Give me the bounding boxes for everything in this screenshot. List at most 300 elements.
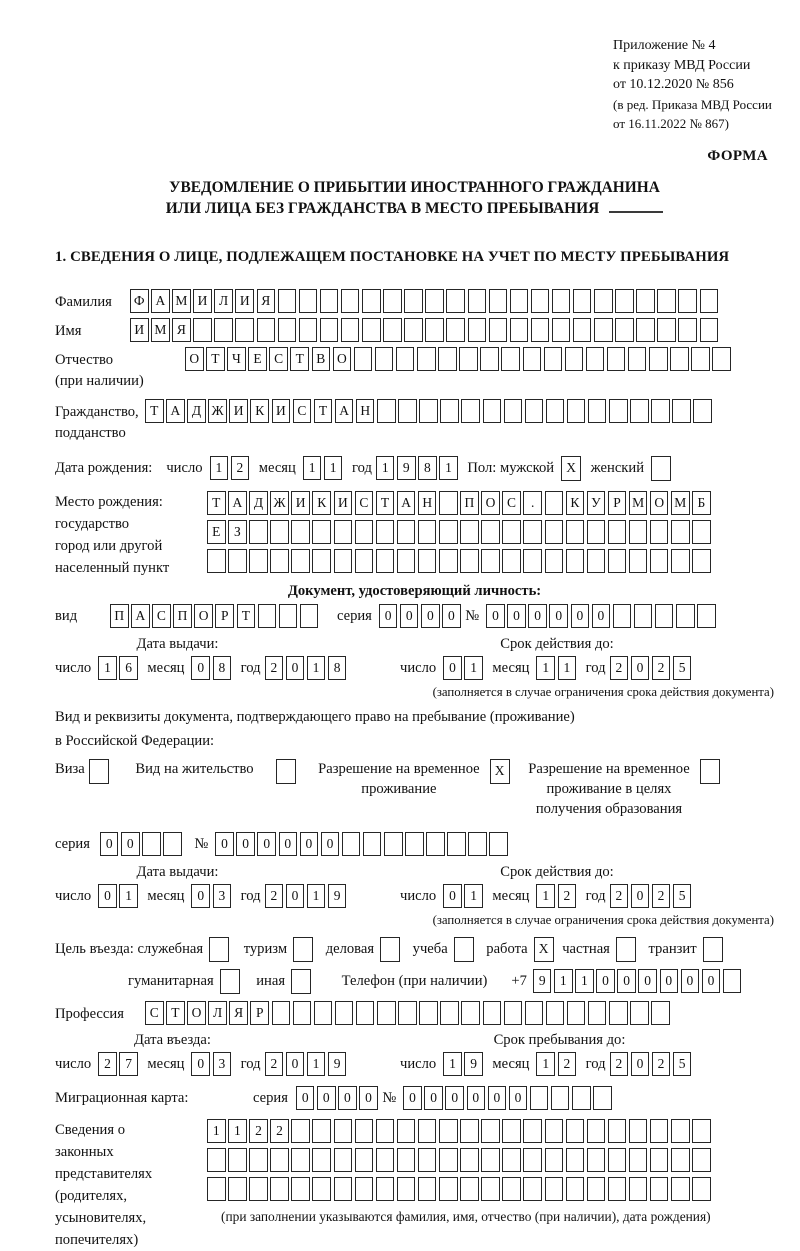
- char-cell-filled[interactable]: Т: [206, 347, 225, 371]
- char-cell-empty[interactable]: [481, 1119, 500, 1143]
- char-cell-filled[interactable]: 7: [119, 1052, 138, 1076]
- char-cell-filled[interactable]: 0: [467, 1086, 486, 1110]
- char-cell-empty[interactable]: [312, 520, 331, 544]
- char-cell-filled[interactable]: 0: [421, 604, 440, 628]
- char-cell-empty[interactable]: [460, 520, 479, 544]
- char-cell-filled[interactable]: 8: [328, 656, 347, 680]
- char-cell-empty[interactable]: [258, 604, 277, 628]
- char-cell-filled[interactable]: 9: [328, 1052, 347, 1076]
- char-cell-empty[interactable]: [629, 1119, 648, 1143]
- char-cell-empty[interactable]: [546, 1001, 565, 1025]
- char-cell-filled[interactable]: 0: [191, 884, 210, 908]
- char-cell-empty[interactable]: [447, 832, 466, 856]
- char-cell-empty[interactable]: [608, 549, 627, 573]
- char-cell-empty[interactable]: [384, 832, 403, 856]
- char-cell-empty[interactable]: [671, 1177, 690, 1201]
- char-cell-filled[interactable]: 1: [324, 456, 343, 480]
- char-cell-empty[interactable]: [299, 289, 318, 313]
- char-cell-empty[interactable]: [398, 399, 417, 423]
- char-cell-empty[interactable]: [483, 399, 502, 423]
- char-cell-empty[interactable]: [209, 937, 229, 962]
- char-cell-empty[interactable]: [312, 1148, 331, 1172]
- char-cell-filled[interactable]: К: [566, 491, 585, 515]
- char-cell-empty[interactable]: [489, 832, 508, 856]
- char-cell-filled[interactable]: 9: [328, 884, 347, 908]
- char-cell-filled[interactable]: 0: [702, 969, 721, 993]
- char-cell-empty[interactable]: [615, 318, 634, 342]
- char-cell-filled[interactable]: 0: [443, 884, 462, 908]
- char-cell-empty[interactable]: [341, 289, 360, 313]
- char-cell-empty[interactable]: [671, 520, 690, 544]
- char-cell-empty[interactable]: [523, 1177, 542, 1201]
- char-cell-empty[interactable]: [417, 347, 436, 371]
- char-cell-filled[interactable]: 0: [279, 832, 298, 856]
- char-cell-empty[interactable]: [334, 1119, 353, 1143]
- char-cell-empty[interactable]: [629, 520, 648, 544]
- char-cell-empty[interactable]: [567, 1001, 586, 1025]
- char-cell-filled[interactable]: А: [228, 491, 247, 515]
- char-cell-empty[interactable]: [398, 1001, 417, 1025]
- char-cell-filled[interactable]: К: [250, 399, 269, 423]
- char-cell-empty[interactable]: [454, 937, 474, 962]
- char-cell-empty[interactable]: [545, 491, 564, 515]
- char-cell-empty[interactable]: [468, 318, 487, 342]
- char-cell-empty[interactable]: [355, 1177, 374, 1201]
- char-cell-filled[interactable]: А: [131, 604, 150, 628]
- char-cell-filled[interactable]: 0: [638, 969, 657, 993]
- char-cell-empty[interactable]: [438, 347, 457, 371]
- char-cell-filled[interactable]: 1: [536, 656, 555, 680]
- char-cell-filled[interactable]: 1: [119, 884, 138, 908]
- char-cell-filled[interactable]: О: [194, 604, 213, 628]
- char-cell-empty[interactable]: [545, 520, 564, 544]
- char-cell-empty[interactable]: [355, 1119, 374, 1143]
- char-cell-filled[interactable]: Т: [314, 399, 333, 423]
- char-cell-filled[interactable]: 1: [376, 456, 395, 480]
- char-cell-empty[interactable]: [525, 399, 544, 423]
- char-cell-empty[interactable]: [481, 1148, 500, 1172]
- char-cell-empty[interactable]: [89, 759, 109, 784]
- char-cell-empty[interactable]: [278, 318, 297, 342]
- char-cell-empty[interactable]: [630, 399, 649, 423]
- char-cell-empty[interactable]: [608, 1148, 627, 1172]
- char-cell-filled[interactable]: С: [152, 604, 171, 628]
- char-cell-filled[interactable]: 0: [300, 832, 319, 856]
- char-cell-empty[interactable]: [608, 1177, 627, 1201]
- char-cell-filled[interactable]: Я: [172, 318, 191, 342]
- char-cell-empty[interactable]: [523, 520, 542, 544]
- char-cell-filled[interactable]: 0: [617, 969, 636, 993]
- char-cell-empty[interactable]: [270, 549, 289, 573]
- char-cell-empty[interactable]: [228, 1177, 247, 1201]
- char-cell-empty[interactable]: [439, 1119, 458, 1143]
- char-cell-filled[interactable]: 0: [681, 969, 700, 993]
- char-cell-empty[interactable]: [380, 937, 400, 962]
- char-cell-filled[interactable]: 1: [536, 884, 555, 908]
- char-cell-empty[interactable]: [588, 399, 607, 423]
- char-cell-empty[interactable]: [510, 289, 529, 313]
- char-cell-filled[interactable]: 2: [265, 1052, 284, 1076]
- char-cell-empty[interactable]: [419, 1001, 438, 1025]
- char-cell-empty[interactable]: [397, 520, 416, 544]
- char-cell-empty[interactable]: [291, 1148, 310, 1172]
- char-cell-empty[interactable]: [439, 1177, 458, 1201]
- char-cell-filled[interactable]: 0: [443, 656, 462, 680]
- char-cell-empty[interactable]: [279, 604, 298, 628]
- char-cell-empty[interactable]: [629, 1177, 648, 1201]
- char-cell-filled[interactable]: 0: [321, 832, 340, 856]
- char-cell-empty[interactable]: [523, 1119, 542, 1143]
- char-cell-filled[interactable]: 1: [464, 884, 483, 908]
- char-cell-empty[interactable]: [502, 520, 521, 544]
- char-cell-empty[interactable]: [363, 832, 382, 856]
- char-cell-filled[interactable]: И: [130, 318, 149, 342]
- char-cell-empty[interactable]: [700, 759, 720, 784]
- char-cell-filled[interactable]: С: [502, 491, 521, 515]
- char-cell-empty[interactable]: [502, 1119, 521, 1143]
- char-cell-filled[interactable]: 0: [507, 604, 526, 628]
- char-cell-empty[interactable]: [650, 1148, 669, 1172]
- char-cell-empty[interactable]: [293, 937, 313, 962]
- char-cell-filled[interactable]: С: [355, 491, 374, 515]
- char-cell-filled[interactable]: 2: [270, 1119, 289, 1143]
- char-cell-empty[interactable]: [376, 549, 395, 573]
- char-cell-empty[interactable]: [692, 549, 711, 573]
- char-cell-empty[interactable]: [468, 289, 487, 313]
- char-cell-empty[interactable]: [483, 1001, 502, 1025]
- char-cell-empty[interactable]: [692, 1148, 711, 1172]
- char-cell-empty[interactable]: [609, 399, 628, 423]
- char-cell-empty[interactable]: [545, 1148, 564, 1172]
- char-cell-empty[interactable]: [545, 1177, 564, 1201]
- char-cell-filled[interactable]: 0: [660, 969, 679, 993]
- char-cell-empty[interactable]: [439, 549, 458, 573]
- char-cell-filled[interactable]: 0: [403, 1086, 422, 1110]
- char-cell-empty[interactable]: [377, 399, 396, 423]
- char-cell-empty[interactable]: [459, 347, 478, 371]
- char-cell-empty[interactable]: [566, 1148, 585, 1172]
- char-cell-empty[interactable]: [207, 1177, 226, 1201]
- char-cell-empty[interactable]: [383, 289, 402, 313]
- char-cell-empty[interactable]: [671, 1148, 690, 1172]
- char-cell-filled[interactable]: 0: [549, 604, 568, 628]
- char-cell-empty[interactable]: [650, 1119, 669, 1143]
- char-cell-filled[interactable]: В: [312, 347, 331, 371]
- char-cell-empty[interactable]: [460, 1119, 479, 1143]
- char-cell-empty[interactable]: [544, 347, 563, 371]
- char-cell-empty[interactable]: [312, 549, 331, 573]
- char-cell-filled[interactable]: 2: [652, 884, 671, 908]
- char-cell-filled[interactable]: 0: [631, 1052, 650, 1076]
- char-cell-empty[interactable]: [481, 520, 500, 544]
- char-cell-filled[interactable]: 2: [558, 1052, 577, 1076]
- char-cell-filled[interactable]: Л: [208, 1001, 227, 1025]
- char-cell-empty[interactable]: [404, 289, 423, 313]
- char-cell-filled[interactable]: 0: [296, 1086, 315, 1110]
- char-cell-empty[interactable]: [566, 1119, 585, 1143]
- char-cell-empty[interactable]: [502, 549, 521, 573]
- char-cell-empty[interactable]: [671, 549, 690, 573]
- char-cell-filled[interactable]: X: [561, 456, 581, 481]
- char-cell-filled[interactable]: С: [145, 1001, 164, 1025]
- char-cell-filled[interactable]: Т: [145, 399, 164, 423]
- char-cell-filled[interactable]: 1: [536, 1052, 555, 1076]
- char-cell-empty[interactable]: [712, 347, 731, 371]
- char-cell-empty[interactable]: [588, 1001, 607, 1025]
- char-cell-empty[interactable]: [525, 1001, 544, 1025]
- char-cell-filled[interactable]: 0: [257, 832, 276, 856]
- char-cell-empty[interactable]: [397, 549, 416, 573]
- char-cell-empty[interactable]: [504, 399, 523, 423]
- char-cell-empty[interactable]: [312, 1119, 331, 1143]
- char-cell-filled[interactable]: Т: [166, 1001, 185, 1025]
- char-cell-empty[interactable]: [397, 1119, 416, 1143]
- char-cell-empty[interactable]: [235, 318, 254, 342]
- char-cell-filled[interactable]: 1: [464, 656, 483, 680]
- char-cell-empty[interactable]: [572, 1086, 591, 1110]
- char-cell-filled[interactable]: 2: [265, 656, 284, 680]
- char-cell-filled[interactable]: 0: [596, 969, 615, 993]
- char-cell-filled[interactable]: Р: [250, 1001, 269, 1025]
- char-cell-filled[interactable]: И: [291, 491, 310, 515]
- char-cell-filled[interactable]: 0: [631, 884, 650, 908]
- char-cell-empty[interactable]: [418, 549, 437, 573]
- char-cell-filled[interactable]: И: [235, 289, 254, 313]
- char-cell-empty[interactable]: [607, 347, 626, 371]
- char-cell-filled[interactable]: Т: [237, 604, 256, 628]
- char-cell-empty[interactable]: [460, 1148, 479, 1172]
- char-cell-filled[interactable]: К: [312, 491, 331, 515]
- char-cell-empty[interactable]: [587, 520, 606, 544]
- char-cell-filled[interactable]: 9: [397, 456, 416, 480]
- char-cell-filled[interactable]: 5: [673, 1052, 692, 1076]
- char-cell-empty[interactable]: [552, 318, 571, 342]
- char-cell-filled[interactable]: 2: [652, 1052, 671, 1076]
- char-cell-empty[interactable]: [566, 520, 585, 544]
- char-cell-filled[interactable]: 2: [610, 884, 629, 908]
- char-cell-empty[interactable]: [314, 1001, 333, 1025]
- char-cell-empty[interactable]: [703, 937, 723, 962]
- char-cell-empty[interactable]: [376, 1148, 395, 1172]
- char-cell-empty[interactable]: [418, 1177, 437, 1201]
- char-cell-filled[interactable]: 6: [119, 656, 138, 680]
- char-cell-filled[interactable]: 0: [286, 656, 305, 680]
- char-cell-filled[interactable]: 1: [307, 884, 326, 908]
- char-cell-filled[interactable]: И: [193, 289, 212, 313]
- char-cell-empty[interactable]: [439, 520, 458, 544]
- char-cell-empty[interactable]: [270, 520, 289, 544]
- char-cell-empty[interactable]: [334, 520, 353, 544]
- char-cell-filled[interactable]: 9: [464, 1052, 483, 1076]
- char-cell-empty[interactable]: [481, 549, 500, 573]
- char-cell-filled[interactable]: 1: [307, 1052, 326, 1076]
- char-cell-empty[interactable]: [608, 520, 627, 544]
- char-cell-filled[interactable]: С: [293, 399, 312, 423]
- char-cell-empty[interactable]: [691, 347, 710, 371]
- char-cell-empty[interactable]: [649, 347, 668, 371]
- char-cell-filled[interactable]: Т: [376, 491, 395, 515]
- char-cell-filled[interactable]: О: [481, 491, 500, 515]
- char-cell-empty[interactable]: [257, 318, 276, 342]
- char-cell-filled[interactable]: С: [269, 347, 288, 371]
- char-cell-empty[interactable]: [446, 289, 465, 313]
- char-cell-filled[interactable]: 8: [213, 656, 232, 680]
- char-cell-empty[interactable]: [587, 1148, 606, 1172]
- char-cell-filled[interactable]: Т: [290, 347, 309, 371]
- char-cell-empty[interactable]: [355, 549, 374, 573]
- char-cell-empty[interactable]: [545, 1119, 564, 1143]
- char-cell-empty[interactable]: [573, 289, 592, 313]
- char-cell-empty[interactable]: [404, 318, 423, 342]
- char-cell-empty[interactable]: [593, 1086, 612, 1110]
- char-cell-empty[interactable]: [397, 1177, 416, 1201]
- char-cell-empty[interactable]: [616, 937, 636, 962]
- char-cell-empty[interactable]: [657, 289, 676, 313]
- char-cell-filled[interactable]: 2: [558, 884, 577, 908]
- char-cell-empty[interactable]: [355, 1148, 374, 1172]
- char-cell-filled[interactable]: 0: [488, 1086, 507, 1110]
- char-cell-filled[interactable]: Я: [229, 1001, 248, 1025]
- char-cell-empty[interactable]: [193, 318, 212, 342]
- char-cell-filled[interactable]: 2: [265, 884, 284, 908]
- char-cell-filled[interactable]: 8: [418, 456, 437, 480]
- char-cell-filled[interactable]: М: [629, 491, 648, 515]
- char-cell-empty[interactable]: [320, 289, 339, 313]
- char-cell-empty[interactable]: [510, 318, 529, 342]
- char-cell-filled[interactable]: 0: [571, 604, 590, 628]
- char-cell-empty[interactable]: [609, 1001, 628, 1025]
- char-cell-empty[interactable]: [678, 318, 697, 342]
- char-cell-empty[interactable]: [700, 318, 719, 342]
- char-cell-filled[interactable]: А: [335, 399, 354, 423]
- char-cell-empty[interactable]: [636, 289, 655, 313]
- char-cell-empty[interactable]: [270, 1177, 289, 1201]
- char-cell-filled[interactable]: 1: [558, 656, 577, 680]
- char-cell-filled[interactable]: 3: [213, 884, 232, 908]
- char-cell-empty[interactable]: [461, 1001, 480, 1025]
- char-cell-filled[interactable]: 3: [213, 1052, 232, 1076]
- char-cell-filled[interactable]: 0: [486, 604, 505, 628]
- char-cell-empty[interactable]: [461, 399, 480, 423]
- char-cell-empty[interactable]: [678, 289, 697, 313]
- char-cell-filled[interactable]: 9: [533, 969, 552, 993]
- char-cell-empty[interactable]: [502, 1148, 521, 1172]
- char-cell-empty[interactable]: [501, 347, 520, 371]
- char-cell-empty[interactable]: [692, 1119, 711, 1143]
- char-cell-filled[interactable]: М: [671, 491, 690, 515]
- char-cell-filled[interactable]: 2: [249, 1119, 268, 1143]
- char-cell-empty[interactable]: [446, 318, 465, 342]
- char-cell-empty[interactable]: [405, 832, 424, 856]
- char-cell-filled[interactable]: А: [397, 491, 416, 515]
- char-cell-empty[interactable]: [376, 1177, 395, 1201]
- char-cell-filled[interactable]: 1: [575, 969, 594, 993]
- char-cell-empty[interactable]: [531, 318, 550, 342]
- char-cell-empty[interactable]: [651, 399, 670, 423]
- char-cell-filled[interactable]: Я: [257, 289, 276, 313]
- char-cell-filled[interactable]: 0: [445, 1086, 464, 1110]
- char-cell-filled[interactable]: 1: [98, 656, 117, 680]
- char-cell-empty[interactable]: [670, 347, 689, 371]
- char-cell-filled[interactable]: 0: [592, 604, 611, 628]
- char-cell-empty[interactable]: [291, 549, 310, 573]
- char-cell-empty[interactable]: [356, 1001, 375, 1025]
- char-cell-empty[interactable]: [481, 1177, 500, 1201]
- char-cell-filled[interactable]: Б: [692, 491, 711, 515]
- char-cell-filled[interactable]: 0: [236, 832, 255, 856]
- char-cell-filled[interactable]: 0: [286, 1052, 305, 1076]
- char-cell-filled[interactable]: П: [110, 604, 129, 628]
- char-cell-filled[interactable]: Ф: [130, 289, 149, 313]
- char-cell-filled[interactable]: 0: [317, 1086, 336, 1110]
- char-cell-empty[interactable]: [207, 1148, 226, 1172]
- char-cell-empty[interactable]: [439, 1148, 458, 1172]
- char-cell-empty[interactable]: [655, 604, 674, 628]
- char-cell-empty[interactable]: [228, 549, 247, 573]
- char-cell-empty[interactable]: [214, 318, 233, 342]
- char-cell-empty[interactable]: [566, 1177, 585, 1201]
- char-cell-empty[interactable]: [142, 832, 161, 856]
- char-cell-filled[interactable]: 0: [424, 1086, 443, 1110]
- char-cell-filled[interactable]: 1: [443, 1052, 462, 1076]
- char-cell-empty[interactable]: [468, 832, 487, 856]
- char-cell-filled[interactable]: Д: [249, 491, 268, 515]
- char-cell-empty[interactable]: [334, 1177, 353, 1201]
- char-cell-filled[interactable]: З: [228, 520, 247, 544]
- char-cell-empty[interactable]: [565, 347, 584, 371]
- char-cell-filled[interactable]: Ч: [227, 347, 246, 371]
- char-cell-empty[interactable]: [489, 289, 508, 313]
- char-cell-empty[interactable]: [613, 604, 632, 628]
- char-cell-filled[interactable]: Р: [215, 604, 234, 628]
- char-cell-empty[interactable]: [530, 1086, 549, 1110]
- char-cell-empty[interactable]: [396, 347, 415, 371]
- char-cell-empty[interactable]: [551, 1086, 570, 1110]
- char-cell-empty[interactable]: [480, 347, 499, 371]
- char-cell-empty[interactable]: [650, 1177, 669, 1201]
- char-cell-empty[interactable]: [418, 1148, 437, 1172]
- char-cell-empty[interactable]: [460, 549, 479, 573]
- char-cell-filled[interactable]: .: [523, 491, 542, 515]
- char-cell-empty[interactable]: [628, 347, 647, 371]
- char-cell-empty[interactable]: [249, 1177, 268, 1201]
- char-cell-filled[interactable]: П: [460, 491, 479, 515]
- char-cell-empty[interactable]: [249, 1148, 268, 1172]
- char-cell-empty[interactable]: [419, 399, 438, 423]
- char-cell-empty[interactable]: [697, 604, 716, 628]
- char-cell-filled[interactable]: О: [187, 1001, 206, 1025]
- char-cell-empty[interactable]: [552, 289, 571, 313]
- char-cell-filled[interactable]: Ж: [208, 399, 227, 423]
- char-cell-empty[interactable]: [573, 318, 592, 342]
- char-cell-filled[interactable]: А: [151, 289, 170, 313]
- char-cell-filled[interactable]: И: [272, 399, 291, 423]
- char-cell-empty[interactable]: [587, 1177, 606, 1201]
- char-cell-empty[interactable]: [425, 318, 444, 342]
- char-cell-empty[interactable]: [676, 604, 695, 628]
- char-cell-empty[interactable]: [523, 1148, 542, 1172]
- char-cell-filled[interactable]: Л: [214, 289, 233, 313]
- char-cell-empty[interactable]: [293, 1001, 312, 1025]
- char-cell-empty[interactable]: [312, 1177, 331, 1201]
- char-cell-empty[interactable]: [723, 969, 742, 993]
- char-cell-filled[interactable]: 1: [307, 656, 326, 680]
- char-cell-empty[interactable]: [502, 1177, 521, 1201]
- char-cell-empty[interactable]: [341, 318, 360, 342]
- char-cell-filled[interactable]: 0: [98, 884, 117, 908]
- char-cell-empty[interactable]: [594, 289, 613, 313]
- char-cell-empty[interactable]: [693, 399, 712, 423]
